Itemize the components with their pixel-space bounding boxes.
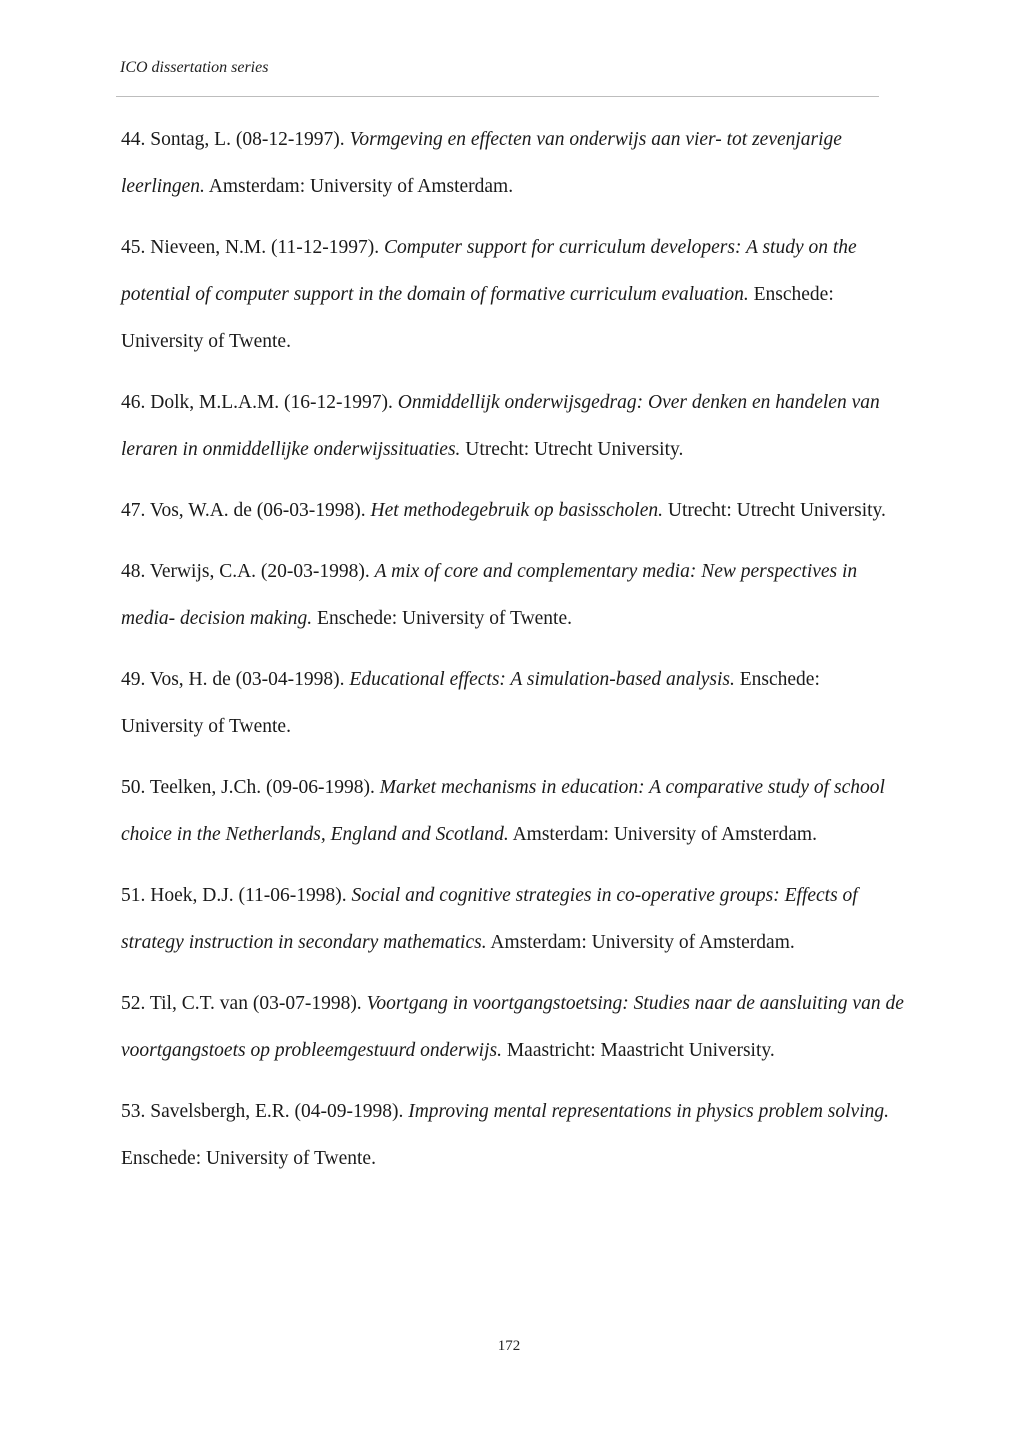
entry-lead: 52. Til, C.T. van (03-07-1998). <box>121 993 367 1014</box>
entry-lead: 53. Savelsbergh, E.R. (04-09-1998). <box>121 1101 409 1122</box>
entry-lead: 45. Nieveen, N.M. (11-12-1997). <box>121 237 385 258</box>
dissertation-entry <box>121 379 906 473</box>
dissertation-entry <box>121 548 906 642</box>
entry-title: Voortgang in voortgangstoetsing: Studies naar de aansluiting van de voortgangstoets op probleemgestuurd onderwijs. <box>121 993 904 1061</box>
entry-publisher: Utrecht: Utrecht University. <box>460 439 684 460</box>
entry-title: Improving mental representations in physics problem solving. <box>408 1101 889 1122</box>
entry-lead: 47. Vos, W.A. de (06-03-1998). <box>121 500 371 521</box>
entry-lead: 44. Sontag, L. (08-12-1997). <box>121 129 350 150</box>
entry-title: Market mechanisms in education: A comparative study of school choice in the Netherlands, England and Scotland. <box>121 777 885 845</box>
entry-publisher: Enschede: University of Twente. <box>121 1148 376 1169</box>
entry-title: A mix of core and complementary media: New perspectives in media- decision making. <box>121 561 858 629</box>
entry-publisher: Enschede: University of Twente. <box>121 669 820 737</box>
entry-publisher: Utrecht: Utrecht University. <box>662 500 886 521</box>
dissertation-entry <box>121 487 906 534</box>
entry-publisher: Amsterdam: University of Amsterdam. <box>204 176 514 197</box>
entry-lead: 48. Verwijs, C.A. (20-03-1998). <box>121 561 375 582</box>
entry-title: Social and cognitive strategies in co-operative groups: Effects of strategy instruction in secondary mathematics. <box>121 885 858 953</box>
entry-lead: 50. Teelken, J.Ch. (09-06-1998). <box>121 777 380 798</box>
dissertation-entry <box>121 224 906 365</box>
dissertation-entry <box>121 764 906 858</box>
dissertation-entry <box>121 980 906 1074</box>
header-divider <box>116 96 879 97</box>
entry-publisher: Amsterdam: University of Amsterdam. <box>508 824 817 845</box>
entry-publisher: Enschede: University of Twente. <box>312 608 573 629</box>
entry-publisher: Maastricht: Maastricht University. <box>501 1040 775 1061</box>
page-number: 172 <box>497 1338 521 1354</box>
dissertation-entry <box>121 1088 906 1182</box>
dissertation-list <box>121 116 906 1196</box>
dissertation-entry <box>121 116 906 210</box>
entry-title: Het methodegebruik op basisscholen. <box>370 500 663 521</box>
entry-lead: 51. Hoek, D.J. (11-06-1998). <box>121 885 352 906</box>
entry-title: Onmiddellijk onderwijsgedrag: Over denken en handelen van leraren in onmiddellijke onderwijssituaties. <box>121 392 880 460</box>
dissertation-entry <box>121 656 906 750</box>
dissertation-entry <box>121 872 906 966</box>
entry-lead: 46. Dolk, M.L.A.M. (16-12-1997). <box>121 392 398 413</box>
running-header: ICO dissertation series <box>120 59 269 76</box>
entry-title: Vormgeving en effecten van onderwijs aan vier- tot zevenjarige leerlingen. <box>121 129 842 197</box>
entry-publisher: Enschede: University of Twente. <box>121 284 834 352</box>
entry-title: Educational effects: A simulation-based analysis. <box>349 669 735 690</box>
entry-publisher: Amsterdam: University of Amsterdam. <box>486 932 795 953</box>
entry-lead: 49. Vos, H. de (03-04-1998). <box>121 669 350 690</box>
entry-title: Computer support for curriculum developers: A study on the potential of computer support in the domain of formative curriculum evaluation. <box>121 237 857 305</box>
